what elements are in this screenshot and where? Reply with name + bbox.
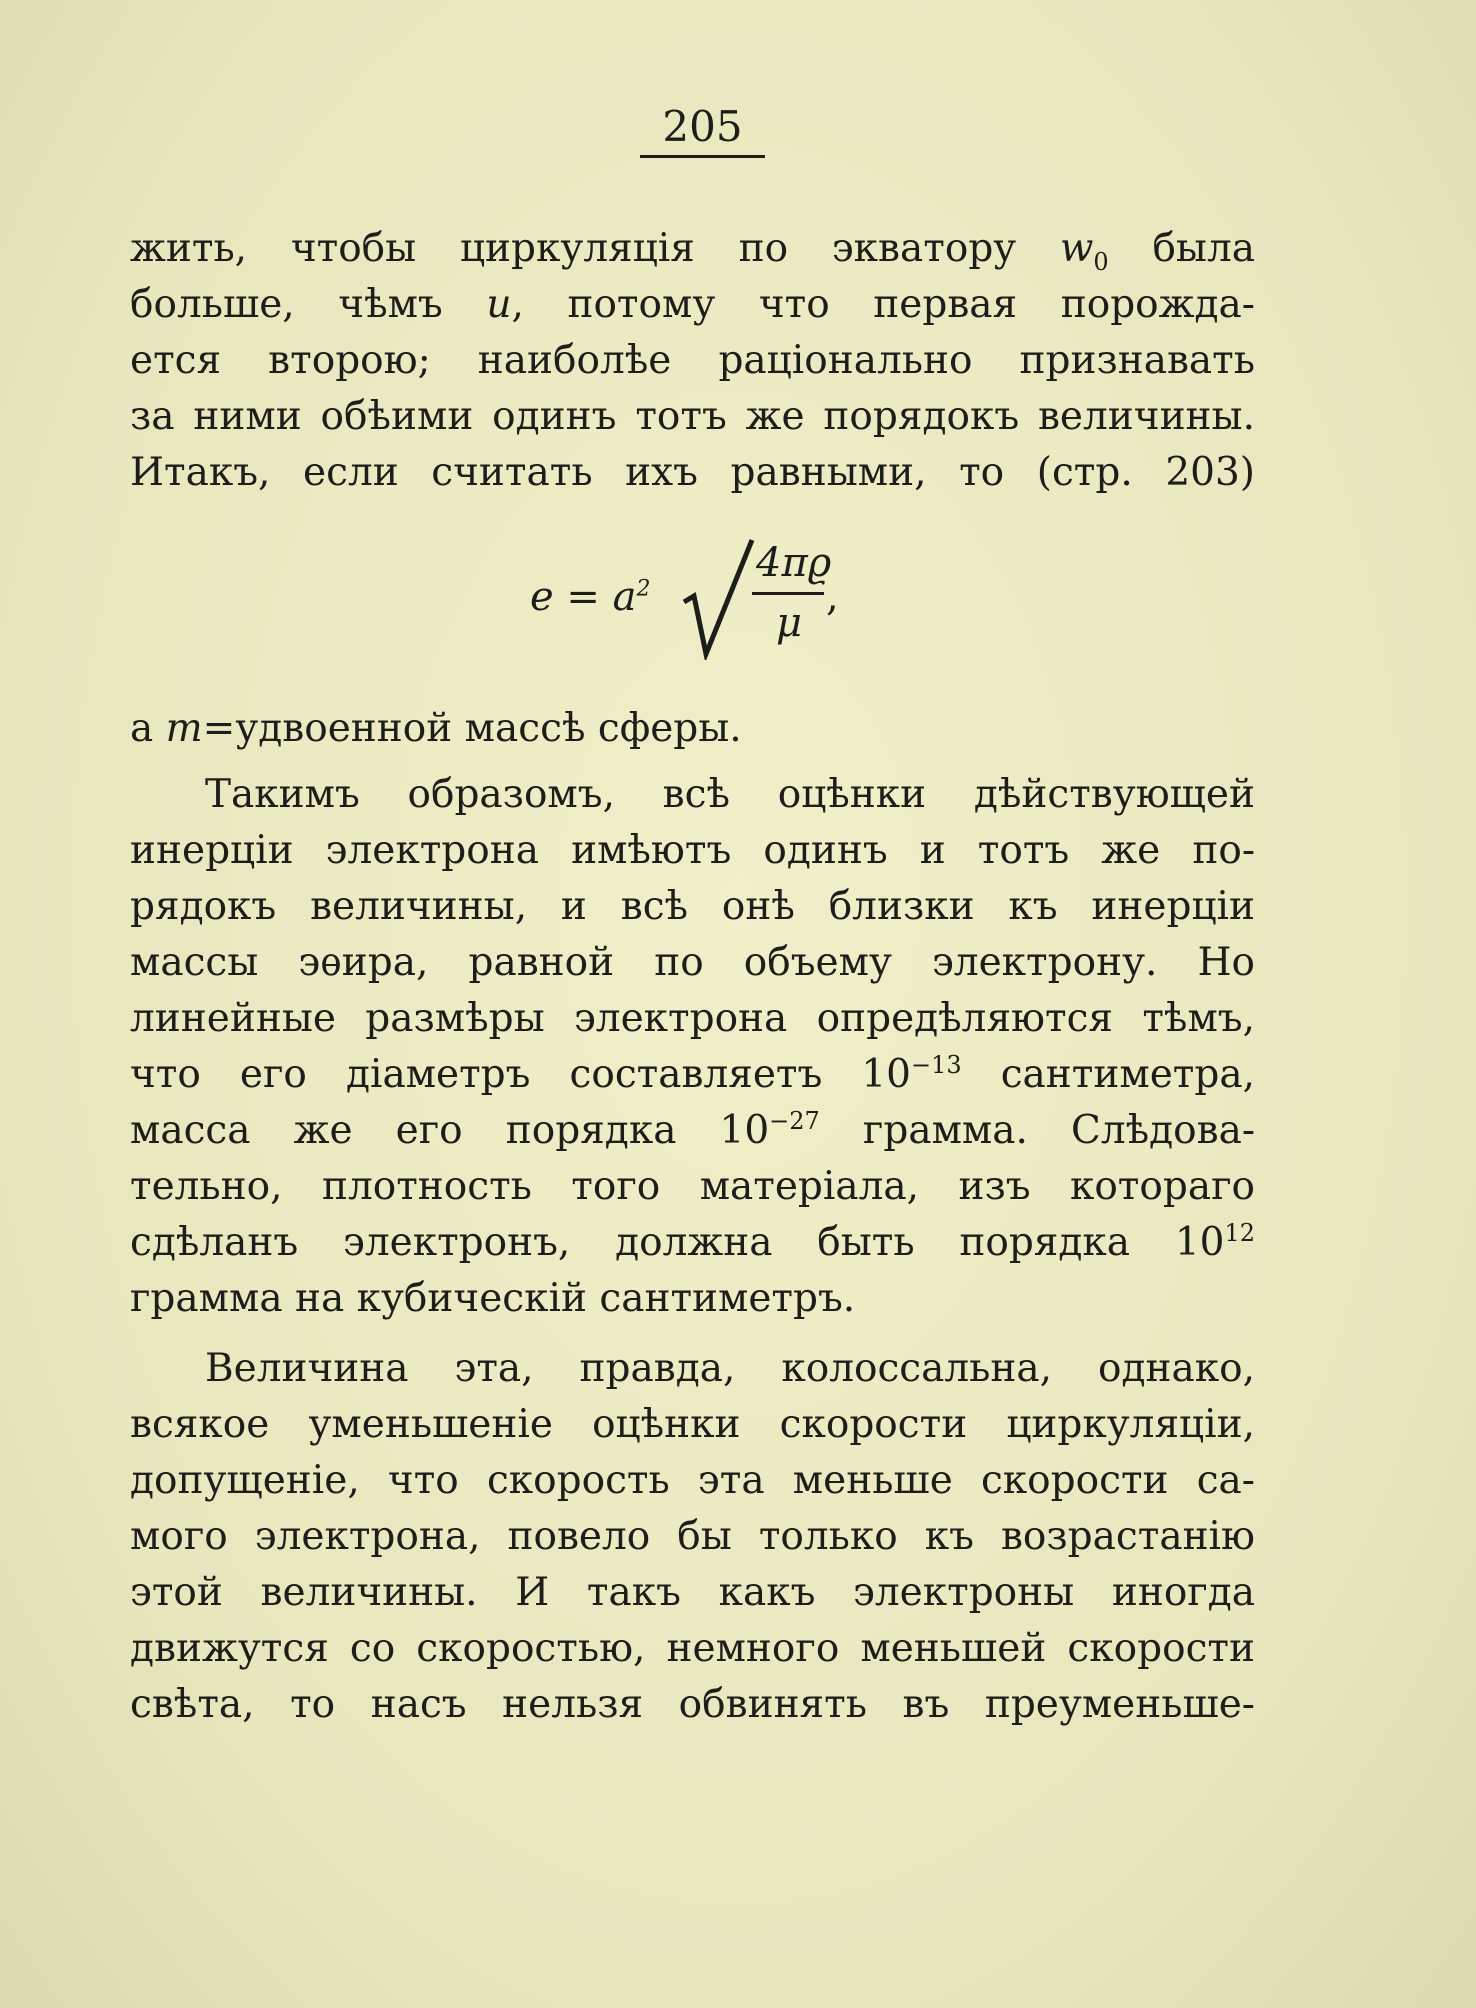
exponent: 12 [1224, 1219, 1255, 1247]
line-text: сдѣланъ электронъ, должна быть порядка 10 [130, 1220, 1225, 1265]
text-line [130, 702, 1255, 756]
text-line [130, 222, 1255, 276]
math-variable: u [486, 282, 512, 327]
formula-lhs-text: e = a [530, 574, 637, 620]
text-line: всякое уменьшеніе оцѣнки скорости циркуляціи, [130, 1402, 1255, 1447]
line-text: больше, чѣмъ [130, 282, 443, 327]
formula-comma: , [826, 574, 839, 620]
text-line: этой величины. И такъ какъ электроны иногда [130, 1570, 1255, 1615]
formula-numerator: 4πϱ [756, 540, 832, 586]
text-line [130, 278, 1255, 332]
text-line: инерціи электрона имѣютъ одинъ и тотъ же по- [130, 828, 1255, 873]
text-line [130, 1048, 1255, 1102]
paragraph-first-line: Величина эта, правда, колоссальна, однако, [205, 1346, 1255, 1391]
fraction-bar [752, 592, 824, 595]
square-root-sign [680, 530, 760, 660]
page-number-rule [640, 155, 765, 158]
formula-electron-charge [530, 530, 890, 660]
formula-lhs [530, 574, 650, 620]
text-line: допущеніе, что скорость эта меньше скорости са- [130, 1458, 1255, 1503]
formula-lhs-power: 2 [636, 576, 651, 602]
text-line: массы эѳира, равной по объему электрону. Но [130, 940, 1255, 985]
text-line: за ними обѣими одинъ тотъ же порядокъ величины. [130, 394, 1255, 439]
text-line [130, 1104, 1255, 1158]
line-text: что его діаметръ составляетъ 10 [130, 1052, 911, 1097]
exponent: −27 [769, 1107, 820, 1135]
text-line: движутся со скоростью, немного меньшей скорости [130, 1626, 1255, 1671]
text-line: линейные размѣры электрона опредѣляются тѣмъ, [130, 996, 1255, 1041]
line-text: жить, чтобы циркуляція по экватору [130, 226, 1017, 271]
exponent: −13 [911, 1051, 962, 1079]
line-text: , потому что первая порожда- [511, 282, 1255, 327]
text-line: мого электрона, повело бы только къ возрастанію [130, 1514, 1255, 1559]
text-line: грамма на кубическій сантиметръ. [130, 1276, 856, 1321]
line-text: масса же его порядка 10 [130, 1108, 770, 1153]
text-line: рядокъ величины, и всѣ онѣ близки къ инерціи [130, 884, 1255, 929]
line-text: сантиметра, [961, 1052, 1255, 1097]
text-line [130, 1216, 1255, 1270]
line-text: была [1152, 226, 1255, 271]
math-variable: m [165, 706, 203, 751]
line-text: грамма. Слѣдова- [819, 1108, 1255, 1153]
text-line: Итакъ, если считать ихъ равными, то (стр. 203) [130, 450, 1255, 495]
text-line: свѣта, то насъ нельзя обвинять въ преуменьше- [130, 1682, 1255, 1727]
text-line: тельно, плотность того матеріала, изъ котораго [130, 1164, 1255, 1209]
math-subscript: 0 [1093, 247, 1109, 276]
text-line: ется второю; наиболѣе раціонально признавать [130, 338, 1255, 383]
line-text: а [130, 706, 154, 751]
paragraph-first-line: Такимъ образомъ, всѣ оцѣнки дѣйствующей [205, 772, 1255, 817]
math-variable: w [1060, 226, 1094, 271]
line-text: =удвоенной массѣ сферы. [202, 706, 742, 751]
formula-denominator: μ [776, 600, 802, 646]
page-number: 205 [662, 102, 743, 151]
